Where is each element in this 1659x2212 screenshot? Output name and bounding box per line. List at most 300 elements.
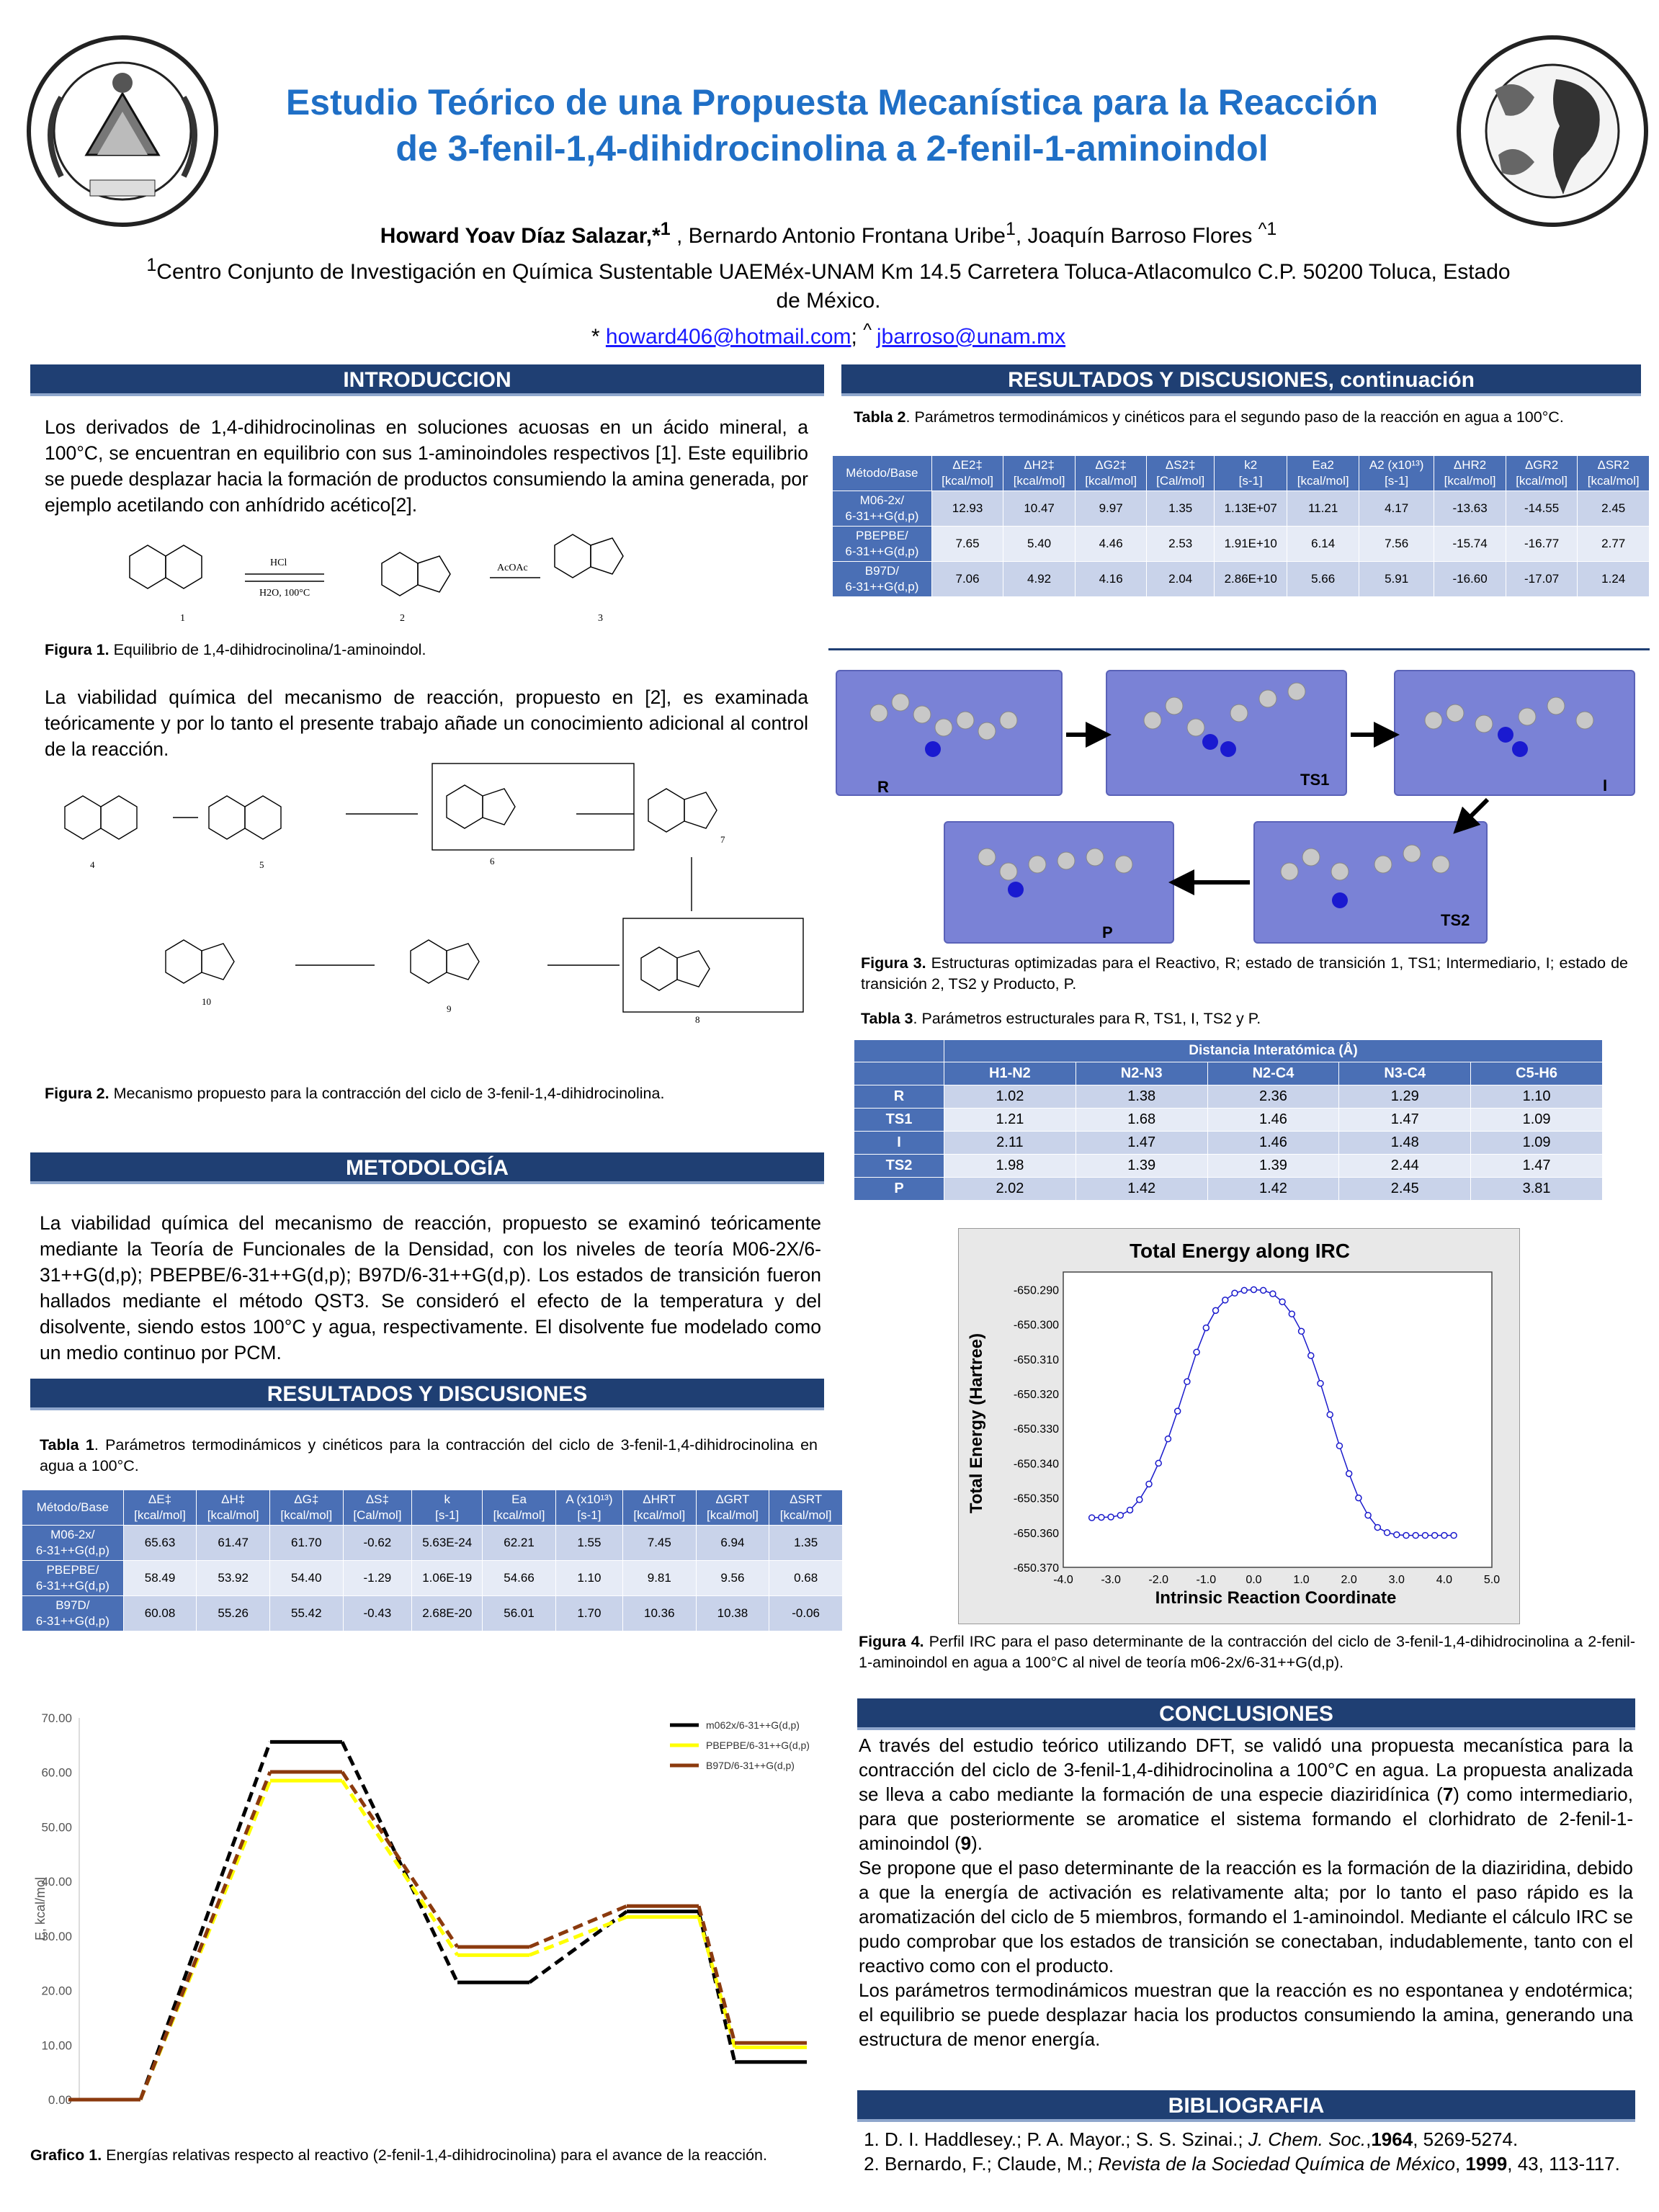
table-1-cell: -1.29 xyxy=(343,1561,412,1596)
table-3-caption-text: . Parámetros estructurales para R, TS1, I, TS2 y P. xyxy=(913,1010,1261,1027)
table-2-cell: -16.60 xyxy=(1434,562,1506,597)
table-2-caption xyxy=(854,407,1639,428)
irc-point xyxy=(1346,1471,1352,1477)
contact-emails xyxy=(144,315,1513,351)
energy-profile-chart xyxy=(22,1696,828,2128)
irc-y-tick-label: -650.350 xyxy=(1013,1492,1059,1505)
irc-point xyxy=(1203,1325,1209,1330)
email-link-2[interactable]: jbarroso@unam.mx xyxy=(876,325,1066,349)
table-2-cell: -16.77 xyxy=(1506,527,1578,562)
irc-point xyxy=(1432,1533,1438,1539)
table-2-method-cell: B97D/ 6-31++G(d,p) xyxy=(833,562,932,597)
irc-y-tick-label: -650.320 xyxy=(1013,1389,1059,1402)
table-3-cell: 2.36 xyxy=(1207,1085,1339,1109)
affiliation-sup: 1 xyxy=(146,255,157,275)
table-3-cell: 1.47 xyxy=(1339,1109,1471,1132)
table-3-cell: 1.02 xyxy=(944,1085,1076,1109)
irc-point xyxy=(1165,1436,1171,1442)
table-3-cell: 1.39 xyxy=(1207,1155,1339,1178)
table-3-row-label: I xyxy=(854,1132,944,1155)
irc-x-axis-label: Intrinsic Reaction Coordinate xyxy=(1155,1588,1397,1608)
table-1-row xyxy=(22,1561,843,1596)
poster-title xyxy=(216,79,1448,171)
figure-1-caption xyxy=(45,640,808,661)
irc-x-tick-label: -3.0 xyxy=(1101,1574,1121,1586)
table-3-row xyxy=(854,1178,1603,1201)
table-3-cell: 1.68 xyxy=(1076,1109,1207,1132)
section-header-conclusiones: CONCLUSIONES xyxy=(857,1698,1635,1730)
table-3-cell: 1.38 xyxy=(1076,1085,1207,1109)
table-2-cell: 2.04 xyxy=(1147,562,1215,597)
irc-point xyxy=(1385,1530,1390,1536)
table-3-row xyxy=(854,1155,1603,1178)
table-2-cell: -15.74 xyxy=(1434,527,1506,562)
table-1-cell: 54.66 xyxy=(483,1561,556,1596)
main-author-sup: 1 xyxy=(660,219,671,239)
fig1-condition: H2O, 100°C xyxy=(259,588,310,599)
table-2-row xyxy=(833,491,1650,527)
table-1-cell: 6.94 xyxy=(696,1526,769,1561)
table-3-cell: 1.48 xyxy=(1339,1132,1471,1155)
table-2-row xyxy=(833,562,1650,597)
bibliografia-list xyxy=(859,2127,1633,2176)
table-3-cell: 2.11 xyxy=(944,1132,1076,1155)
email2-prefix: ^ xyxy=(863,320,877,340)
table-2-cell: 5.91 xyxy=(1359,562,1434,597)
table-3-corner xyxy=(854,1040,944,1062)
table-1-header: ΔGRT [kcal/mol] xyxy=(696,1490,769,1526)
figure-2-caption xyxy=(45,1083,808,1104)
conclusiones-paragraph-3: Los parámetros termodinámicos muestran que la reacción es no espontanea y endotérmica; el equilibrio se puede desplazar hacia los productos consumiendo la amina, generando una estructura de menor energía. xyxy=(859,1979,1633,2050)
irc-point xyxy=(1251,1286,1256,1292)
legend-label: m062x/6-31++G(d,p) xyxy=(706,1719,800,1731)
structure-label-r: R xyxy=(877,778,889,796)
table-1-cell: 9.56 xyxy=(696,1561,769,1596)
table-2-method-cell: PBEPBE/ 6-31++G(d,p) xyxy=(833,527,932,562)
table-2-cell: 4.46 xyxy=(1075,527,1147,562)
table-3-cell: 1.98 xyxy=(944,1155,1076,1178)
unam-seal-logo xyxy=(1448,32,1657,230)
table-3-row-label: R xyxy=(854,1085,944,1109)
y-tick-label: 60.00 xyxy=(41,1765,72,1780)
irc-x-tick-label: 3.0 xyxy=(1388,1574,1405,1586)
table-3-column-header: N2-N3 xyxy=(1076,1062,1207,1085)
energy-connector-line xyxy=(529,1917,627,1955)
table-3-cell: 1.47 xyxy=(1076,1132,1207,1155)
table-1-header: ΔE‡ [kcal/mol] xyxy=(123,1490,197,1526)
fig2-compound-6: 6 xyxy=(490,856,495,867)
irc-x-tick-label: 2.0 xyxy=(1341,1574,1357,1586)
table-2-cell: -14.55 xyxy=(1506,491,1578,527)
figure-2-label: Figura 2. xyxy=(45,1085,109,1102)
conclusiones-paragraph-1: A través del estudio teórico utilizando DFT, se validó una propuesta mecanística para la contracción del ciclo de 3-fenil-1,4-dihidrocinolina a 100°C en agua. La propuesta analizada se lleva a cabo mediante la formación de una especie diaziridínica (7) como intermediario, para que posteriormente se aromatice el sistema formando el clorhidrato de 2-fenil-1-aminoindol (9). xyxy=(859,1734,1633,1854)
section-header-resultados: RESULTADOS Y DISCUSIONES xyxy=(30,1379,824,1410)
grafico-1-caption xyxy=(30,2145,823,2166)
fig1-hcl: HCl xyxy=(270,558,287,568)
conclusiones-paragraph-2: Se propone que el paso determinante de la reacción es la formación de la diaziridina, debido a que la energía de activación es relativamente alta; por lo tanto el paso rápido es la aromatización del ciclo de 5 miembros, formando el 1-aminoindol. Mediante el cálculo IRC se pudo comprobar que los estados de transición se conectaban, indudablemente, tanto con el reactivo como con el producto. xyxy=(859,1857,1633,1976)
irc-x-tick-label: 5.0 xyxy=(1483,1574,1501,1586)
grafico-1-caption-text: Energías relativas respecto al reactivo (2-fenil-1,4-dihidrocinolina) para el avance de la reacción. xyxy=(102,2146,767,2164)
table-1-header: ΔHRT [kcal/mol] xyxy=(622,1490,696,1526)
fig2-compound-5: 5 xyxy=(259,859,264,870)
co-authors: , Bernardo Antonio Frontana Uribe xyxy=(670,224,1006,248)
table-2-cell: -17.07 xyxy=(1506,562,1578,597)
table-1-cell: 65.63 xyxy=(123,1526,197,1561)
table-3-column-header: H1-N2 xyxy=(944,1062,1076,1085)
irc-point xyxy=(1422,1533,1428,1539)
irc-point xyxy=(1394,1532,1400,1538)
table-3-row xyxy=(854,1109,1603,1132)
main-author: Howard Yoav Díaz Salazar,* xyxy=(380,224,661,248)
structure-label-i: I xyxy=(1603,776,1608,794)
table-1-cell: 61.70 xyxy=(269,1526,343,1561)
irc-x-tick-label: -4.0 xyxy=(1053,1574,1073,1586)
irc-point xyxy=(1327,1412,1333,1418)
y-tick-label: 0.00 xyxy=(48,2093,72,2107)
table-1-cell: 1.55 xyxy=(555,1526,622,1561)
table-1-cell: 1.35 xyxy=(769,1526,843,1561)
affiliation-text: Centro Conjunto de Investigación en Química Sustentable UAEMéx-UNAM Km 14.5 Carretera Toluca-Atlacomulco C.P. 50200 Toluca, Estado de México. xyxy=(156,260,1511,313)
irc-chart-title: Total Energy along IRC xyxy=(1130,1240,1350,1262)
plot-area xyxy=(1063,1272,1492,1567)
table-1-method-cell: B97D/ 6-31++G(d,p) xyxy=(22,1596,124,1631)
table-3-row-label: TS1 xyxy=(854,1109,944,1132)
irc-y-tick-label: -650.370 xyxy=(1013,1562,1059,1575)
irc-y-tick-label: -650.360 xyxy=(1013,1527,1059,1540)
irc-point xyxy=(1299,1328,1305,1334)
irc-point xyxy=(1184,1379,1190,1384)
section-header-resultados-continuacion: RESULTADOS Y DISCUSIONES, continuación xyxy=(841,364,1641,396)
table-2-header: ΔS2‡ [Cal/mol] xyxy=(1147,456,1215,491)
table-1-cell: 1.06E-19 xyxy=(412,1561,483,1596)
table-1-header: A (x10¹³) [s-1] xyxy=(555,1490,622,1526)
figure-1-scheme xyxy=(115,513,764,635)
table-2-header: ΔH2‡ [kcal/mol] xyxy=(1003,456,1076,491)
figure-4-caption-text: Perfil IRC para el paso determinante de la contracción del ciclo de 3-fenil-1,4-dihidrocinolina a 2-fenil-1-aminoindol en agua a 100°C al nivel de teoría m06-2x/6-31++G(d,p). xyxy=(859,1633,1635,1671)
y-tick-label: 70.00 xyxy=(41,1711,72,1725)
table-1-cell: 0.68 xyxy=(769,1561,843,1596)
irc-point xyxy=(1374,1525,1380,1531)
intro-paragraph-1: Los derivados de 1,4-dihidrocinolinas en soluciones acuosas en un ácido mineral, a 100°C, se encuentran en equilibrio con sus 1-aminoindoles respectivos [1]. Este equilibrio se puede desplazar hacia la formación de productos consumiendo la amina generada, por ejemplo acetilando con anhídrido acético[2]. xyxy=(45,416,808,516)
irc-point xyxy=(1279,1299,1285,1304)
table-2-cell: 1.91E+10 xyxy=(1215,527,1287,562)
table-1-cell: 62.21 xyxy=(483,1526,556,1561)
irc-point xyxy=(1127,1507,1133,1513)
irc-point xyxy=(1308,1353,1314,1358)
irc-point xyxy=(1365,1513,1371,1518)
table-2-cell: 2.77 xyxy=(1578,527,1650,562)
irc-point xyxy=(1413,1533,1418,1539)
mexico-seal-logo xyxy=(18,32,227,230)
table-1-cell: 10.36 xyxy=(622,1596,696,1631)
divider xyxy=(828,648,1650,650)
energy-connector-line xyxy=(342,1742,457,1982)
y-tick-label: 30.00 xyxy=(41,1929,72,1943)
irc-point xyxy=(1146,1481,1152,1487)
table-3-cell: 2.02 xyxy=(944,1178,1076,1201)
table-2-cell: 4.92 xyxy=(1003,562,1076,597)
table-3-cell: 1.09 xyxy=(1471,1132,1603,1155)
table-2-cell: 10.47 xyxy=(1003,491,1076,527)
legend-label: PBEPBE/6-31++G(d,p) xyxy=(706,1739,810,1751)
table-3-cell: 1.29 xyxy=(1339,1085,1471,1109)
grafico-1-label: Grafico 1. xyxy=(30,2146,102,2164)
figure-4-label: Figura 4. xyxy=(859,1633,924,1650)
title-line-1: Estudio Teórico de una Propuesta Mecanística para la Reacción xyxy=(285,82,1379,122)
table-1-cell: 10.38 xyxy=(696,1596,769,1631)
table-2-header: ΔE2‡ [kcal/mol] xyxy=(931,456,1003,491)
fig2-compound-9: 9 xyxy=(447,1003,452,1014)
table-3-corner-2 xyxy=(854,1062,944,1085)
table-3-group-header: Distancia Interatómica (Å) xyxy=(944,1040,1603,1062)
irc-x-tick-label: 0.0 xyxy=(1246,1574,1262,1586)
email-link-1[interactable]: howard406@hotmail.com xyxy=(605,325,851,349)
irc-point xyxy=(1175,1408,1181,1414)
table-3-column-header: C5-H6 xyxy=(1471,1062,1603,1085)
energy-connector-line xyxy=(529,1906,627,1947)
irc-point xyxy=(1270,1291,1276,1297)
figure-3-caption xyxy=(861,953,1628,995)
figure-1-label: Figura 1. xyxy=(45,641,109,658)
structure-label-ts1: TS1 xyxy=(1300,771,1330,789)
irc-point xyxy=(1261,1287,1266,1293)
table-3-cell: 1.09 xyxy=(1471,1109,1603,1132)
figure-3-caption-text: Estructuras optimizadas para el Reactivo, R; estado de transición 1, TS1; Intermediario, I; estado de transición 2, TS2 y Producto, P. xyxy=(861,954,1628,993)
energy-connector-line xyxy=(342,1781,457,1955)
figure-2-caption-text: Mecanismo propuesto para la contracción del ciclo de 3-fenil-1,4-dihidrocinolina. xyxy=(109,1085,665,1102)
figure-1-caption-text: Equilibrio de 1,4-dihidrocinolina/1-aminoindol. xyxy=(109,641,426,658)
irc-y-tick-label: -650.330 xyxy=(1013,1423,1059,1436)
energy-connector-line xyxy=(342,1772,457,1947)
table-3-cell: 2.45 xyxy=(1339,1178,1471,1201)
irc-x-tick-label: -2.0 xyxy=(1148,1574,1169,1586)
irc-point xyxy=(1289,1311,1294,1317)
table-1-header: ΔH‡ [kcal/mol] xyxy=(197,1490,270,1526)
table-3-row xyxy=(854,1085,1603,1109)
irc-y-tick-label: -650.290 xyxy=(1013,1284,1059,1297)
fig1-compound-3: 3 xyxy=(598,613,603,624)
table-2-header: ΔSR2 [kcal/mol] xyxy=(1578,456,1650,491)
y-tick-label: 40.00 xyxy=(41,1875,72,1889)
table-1-cell: 54.40 xyxy=(269,1561,343,1596)
table-3-cell: 1.47 xyxy=(1471,1155,1603,1178)
table-1-cell: 56.01 xyxy=(483,1596,556,1631)
structure-label-p: P xyxy=(1102,923,1113,941)
section-header-bibliografia: BIBLIOGRAFIA xyxy=(857,2090,1635,2122)
table-2-header: k2 [s-1] xyxy=(1215,456,1287,491)
irc-point xyxy=(1155,1460,1161,1466)
irc-point xyxy=(1318,1381,1323,1387)
fig2-compound-8: 8 xyxy=(695,1014,700,1025)
irc-y-tick-label: -650.310 xyxy=(1013,1353,1059,1366)
table-2-header: ΔGR2 [kcal/mol] xyxy=(1506,456,1578,491)
table-2-label: Tabla 2 xyxy=(854,408,906,426)
table-2-cell: 1.13E+07 xyxy=(1215,491,1287,527)
last-author-sup: ^1 xyxy=(1258,219,1277,239)
table-1-cell: 55.26 xyxy=(197,1596,270,1631)
email-prefix: * xyxy=(591,325,606,349)
energy-connector-line xyxy=(699,1917,735,2047)
metodologia-paragraph: La viabilidad química del mecanismo de reacción, propuesto se examinó teóricamente mediante la Teoría de Funcionales de la Densidad, con los niveles de teoría M06-2X/6-31++G(d,p); PBEPBE/6-31++G(d,p); B97D/6-31++G(d,p). Los estados de transición fueron hallados mediante el método QST3. Se consideró el efecto de la temperatura y del disolvente, siendo estos 100°C y agua, respectivamente. El disolvente fue modelado como un medio continuo por PCM. xyxy=(40,1212,821,1364)
table-1-header: ΔSRT [kcal/mol] xyxy=(769,1490,843,1526)
table-3-cell: 3.81 xyxy=(1471,1178,1603,1201)
table-3-row-label: P xyxy=(854,1178,944,1201)
reference-1: 1. D. I. Haddlesey.; P. A. Mayor.; S. S. Szinai.; J. Chem. Soc.,1964, 5269-5274. xyxy=(885,2127,1633,2151)
table-2-cell: 7.06 xyxy=(931,562,1003,597)
irc-x-tick-label: 4.0 xyxy=(1436,1574,1453,1586)
table-1-cell: -0.62 xyxy=(343,1526,412,1561)
irc-point xyxy=(1117,1513,1123,1518)
table-2-cell: 9.97 xyxy=(1075,491,1147,527)
table-1-method-cell: PBEPBE/ 6-31++G(d,p) xyxy=(22,1561,124,1596)
legend-label: B97D/6-31++G(d,p) xyxy=(706,1760,795,1771)
table-3-cell: 1.46 xyxy=(1207,1132,1339,1155)
figure-2-mechanism xyxy=(58,756,814,1030)
table-1-cell: -0.06 xyxy=(769,1596,843,1631)
fig2-compound-4: 4 xyxy=(90,859,95,870)
table-1-cell: 58.49 xyxy=(123,1561,197,1596)
table-2-header: ΔG2‡ [kcal/mol] xyxy=(1075,456,1147,491)
table-3-cell: 1.42 xyxy=(1076,1178,1207,1201)
energy-connector-line xyxy=(699,1906,735,2043)
table-3-column-header: N3-C4 xyxy=(1339,1062,1471,1085)
table-2-header: Ea2 [kcal/mol] xyxy=(1287,456,1359,491)
author-list xyxy=(144,215,1513,251)
table-3-cell: 1.39 xyxy=(1076,1155,1207,1178)
table-1-cell: 60.08 xyxy=(123,1596,197,1631)
irc-point xyxy=(1099,1515,1104,1521)
irc-x-tick-label: 1.0 xyxy=(1293,1574,1310,1586)
conclusiones-text xyxy=(859,1733,1633,2051)
irc-point xyxy=(1089,1515,1095,1521)
table-3-cell: 1.46 xyxy=(1207,1109,1339,1132)
table-1-header: k [s-1] xyxy=(412,1490,483,1526)
table-1-row xyxy=(22,1526,843,1561)
table-1-cell: 7.45 xyxy=(622,1526,696,1561)
table-2-cell: 6.14 xyxy=(1287,527,1359,562)
table-1-row xyxy=(22,1596,843,1631)
affiliation xyxy=(144,251,1513,315)
table-3 xyxy=(854,1039,1603,1201)
table-1-header: Método/Base xyxy=(22,1490,124,1526)
table-1-method-cell: M06-2x/ 6-31++G(d,p) xyxy=(22,1526,124,1561)
fig1-acoac: AcOAc xyxy=(497,563,528,573)
table-1-cell: 5.63E-24 xyxy=(412,1526,483,1561)
irc-point xyxy=(1213,1307,1219,1313)
table-2-cell: 1.35 xyxy=(1147,491,1215,527)
table-3-row xyxy=(854,1132,1603,1155)
y-tick-label: 10.00 xyxy=(41,2038,72,2053)
reference-2: 2. Bernardo, F.; Claude, M.; Revista de la Sociedad Química de México, 1999, 43, 113-117. xyxy=(885,2151,1633,2176)
table-2-cell: 2.53 xyxy=(1147,527,1215,562)
table-3-label: Tabla 3 xyxy=(861,1010,913,1027)
irc-y-axis-label: Total Energy (Hartree) xyxy=(967,1333,986,1514)
irc-point xyxy=(1336,1443,1342,1448)
section-header-metodologia: METODOLOGÍA xyxy=(30,1152,824,1184)
irc-point xyxy=(1451,1533,1457,1539)
table-1-cell: 1.10 xyxy=(555,1561,622,1596)
section-header-introduccion: INTRODUCCION xyxy=(30,364,824,396)
structure-label-ts2: TS2 xyxy=(1441,911,1470,929)
irc-point xyxy=(1137,1497,1142,1503)
irc-point xyxy=(1441,1533,1447,1539)
table-2-header: Método/Base xyxy=(833,456,932,491)
last-author: , Joaquín Barroso Flores xyxy=(1015,224,1258,248)
table-2 xyxy=(832,455,1650,597)
table-2-row xyxy=(833,527,1650,562)
table-1-cell: 55.42 xyxy=(269,1596,343,1631)
fig1-compound-2: 2 xyxy=(400,613,405,624)
table-1 xyxy=(22,1490,843,1631)
table-1-cell: 1.70 xyxy=(555,1596,622,1631)
table-2-cell: 5.40 xyxy=(1003,527,1076,562)
table-1-label: Tabla 1 xyxy=(40,1436,94,1454)
table-1-cell: 61.47 xyxy=(197,1526,270,1561)
authors-block xyxy=(144,215,1513,351)
table-2-cell: 2.45 xyxy=(1578,491,1650,527)
irc-x-tick-label: -1.0 xyxy=(1196,1574,1217,1586)
table-3-column-header: N2-C4 xyxy=(1207,1062,1339,1085)
table-1-cell: 53.92 xyxy=(197,1561,270,1596)
table-2-cell: 5.66 xyxy=(1287,562,1359,597)
energy-connector-line xyxy=(140,1772,270,2100)
co-author-sup: 1 xyxy=(1005,219,1016,239)
table-1-caption xyxy=(40,1435,818,1477)
irc-y-tick-label: -650.300 xyxy=(1013,1319,1059,1332)
figure-3-label: Figura 3. xyxy=(861,954,926,972)
email-sep: ; xyxy=(851,325,864,349)
table-2-method-cell: M06-2x/ 6-31++G(d,p) xyxy=(833,491,932,527)
table-2-cell: 4.16 xyxy=(1075,562,1147,597)
table-2-cell: 2.86E+10 xyxy=(1215,562,1287,597)
figure-4-caption xyxy=(859,1631,1635,1673)
table-1-header: ΔS‡ [Cal/mol] xyxy=(343,1490,412,1526)
table-3-cell: 1.10 xyxy=(1471,1085,1603,1109)
irc-point xyxy=(1222,1297,1228,1303)
table-3-cell: 1.21 xyxy=(944,1109,1076,1132)
irc-point xyxy=(1232,1290,1238,1296)
table-2-cell: 7.56 xyxy=(1359,527,1434,562)
table-2-caption-text: . Parámetros termodinámicos y cinéticos para el segundo paso de la reacción en agua a 100°C. xyxy=(905,408,1564,426)
fig1-compound-1: 1 xyxy=(180,613,185,624)
table-1-cell: 9.81 xyxy=(622,1561,696,1596)
fig2-compound-7: 7 xyxy=(720,834,725,845)
figure-3-structures xyxy=(836,670,1642,944)
irc-point xyxy=(1194,1349,1199,1355)
y-tick-label: 20.00 xyxy=(41,1984,72,1998)
table-3-cell: 1.42 xyxy=(1207,1178,1339,1201)
fig2-compound-10: 10 xyxy=(202,996,211,1007)
table-2-cell: 7.65 xyxy=(931,527,1003,562)
table-2-cell: 1.24 xyxy=(1578,562,1650,597)
irc-point xyxy=(1356,1495,1361,1501)
table-3-cell: 2.44 xyxy=(1339,1155,1471,1178)
irc-point xyxy=(1241,1287,1247,1293)
y-tick-label: 50.00 xyxy=(41,1820,72,1835)
intro-paragraph-2: La viabilidad química del mecanismo de reacción, propuesto en [2], es examinada teóricamente y por lo tanto el presente trabajo añade un conocimiento adicional al control de la reacción. xyxy=(45,686,808,760)
table-2-cell: 11.21 xyxy=(1287,491,1359,527)
table-2-cell: 4.17 xyxy=(1359,491,1434,527)
table-1-header: Ea [kcal/mol] xyxy=(483,1490,556,1526)
table-1-caption-text: . Parámetros termodinámicos y cinéticos para la contracción del ciclo de 3-fenil-1,4-dihidrocinolina en agua a 100°C. xyxy=(40,1436,818,1474)
table-3-caption xyxy=(861,1008,1628,1029)
irc-point xyxy=(1403,1533,1409,1539)
table-2-header: A2 (x10¹³) [s-1] xyxy=(1359,456,1434,491)
table-2-header: ΔHR2 [kcal/mol] xyxy=(1434,456,1506,491)
irc-y-tick-label: -650.340 xyxy=(1013,1458,1059,1471)
table-2-cell: 12.93 xyxy=(931,491,1003,527)
table-2-cell: -13.63 xyxy=(1434,491,1506,527)
